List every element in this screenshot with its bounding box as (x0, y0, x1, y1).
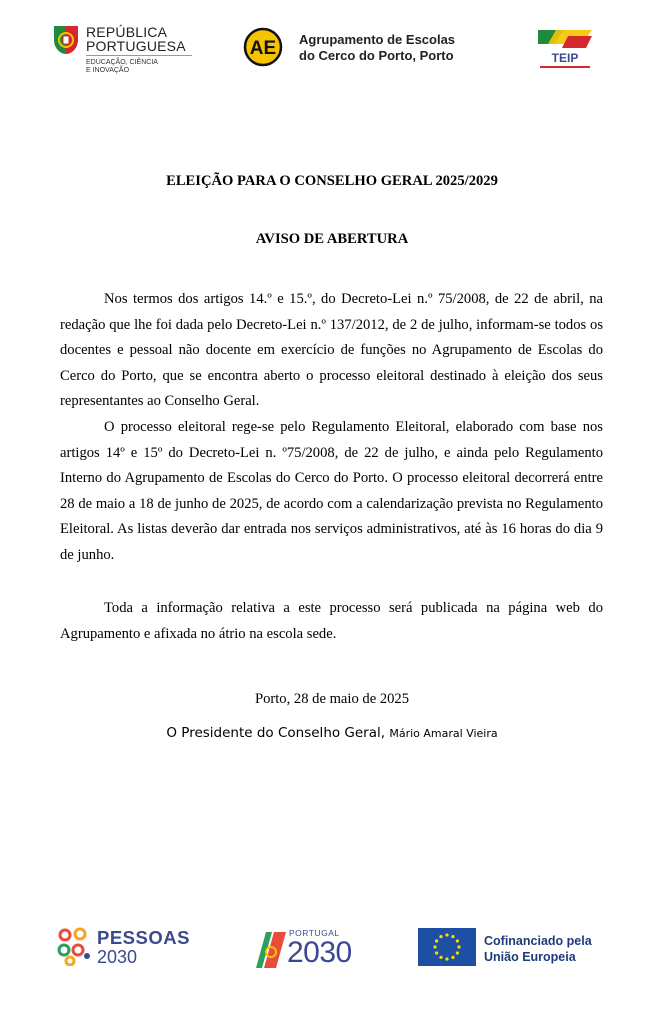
eu-cofinancing-logo (418, 928, 608, 968)
signature-name: Mário Amaral Vieira (389, 727, 498, 740)
pessoas-word: PESSOAS (97, 927, 190, 948)
eu-flag-icon (418, 928, 476, 966)
agrupamento-ae-mark: AE (249, 38, 277, 59)
agrupamento-line2: do Cerco do Porto, Porto (299, 48, 454, 63)
teip-word: TEIP (551, 51, 579, 65)
ministry-name (86, 59, 158, 75)
portugal-year: 2030 (287, 936, 352, 969)
republica-divider (86, 55, 192, 56)
eu-cofinancing-text (484, 933, 592, 965)
place-date: Porto, 28 de maio de 2025 (254, 691, 410, 707)
portugal-2030-logo (254, 926, 364, 972)
ministry-line2: E INOVAÇÃO (86, 67, 130, 74)
paragraph-1 (60, 287, 603, 415)
pessoas-2030-logo (56, 924, 196, 970)
signature-role: O Presidente do Conselho Geral, (166, 725, 386, 741)
paragraph-3 (60, 596, 603, 647)
document-subtitle: AVISO DE ABERTURA (255, 231, 409, 247)
portugal-emblem-icon (52, 24, 80, 56)
portugal-small-word: PORTUGAL (289, 928, 340, 938)
agrupamento-logo (243, 27, 483, 73)
eu-line2: União Europeia (484, 950, 576, 964)
republica-portuguesa-logo (52, 24, 192, 84)
document-title: ELEIÇÃO PARA O CONSELHO GERAL 2025/2029 (166, 173, 498, 189)
republica-portuguesa-wordmark (86, 25, 186, 53)
eu-line1: Cofinanciado pela (484, 934, 592, 948)
agrupamento-ae-icon (243, 27, 283, 67)
paragraph-3-text: Toda a informação relativa a este processo será publicada na página web do Agrupamento e afixada no átrio na escola sede. (60, 600, 603, 642)
teip-logo (534, 26, 596, 74)
agrupamento-name (299, 32, 455, 64)
paragraph-2-text: O processo eleitoral rege-se pelo Regulamento Eleitoral, elaborado com base nos artigos 14º e 15º do Decreto-Lei n. º75/2008, de 22 de julho, e ainda pelo Regulamento Interno do Agrupamento de Escolas do Cerco do Porto. O processo eleitoral decorrerá entre 28 de maio a 18 de junho de 2025, de acordo com a calendarização prevista no Regulamento Eleitoral. As listas deverão dar entrada nos serviços administrativos, até às 16 horas do dia 9 de junho. (60, 419, 603, 563)
ministry-line1: EDUCAÇÃO, CIÊNCIA (86, 59, 158, 66)
pessoas-people-icon (56, 926, 92, 966)
signature-line (0, 725, 664, 741)
portugal-2030-flag-icon (254, 930, 288, 970)
paragraph-1-text: Nos termos dos artigos 14.º e 15.º, do Decreto-Lei n.º 75/2008, de 22 de abril, na redação que lhe foi dada pelo Decreto-Lei n.º 137/2012, de 2 de julho, informam-se todos os docentes e pessoal não docente em exercício de funções no Agrupamento de Escolas do Cerco do Porto, que se encontra aberto o processo eleitoral destinado à eleição dos seus representantes ao Conselho Geral. (60, 291, 603, 409)
paragraph-2 (60, 415, 603, 568)
agrupamento-line1: Agrupamento de Escolas (299, 32, 456, 47)
republica-line1: REPÚBLICA (86, 24, 168, 40)
pessoas-year: 2030 (97, 947, 138, 967)
republica-line2: PORTUGUESA (86, 38, 186, 54)
